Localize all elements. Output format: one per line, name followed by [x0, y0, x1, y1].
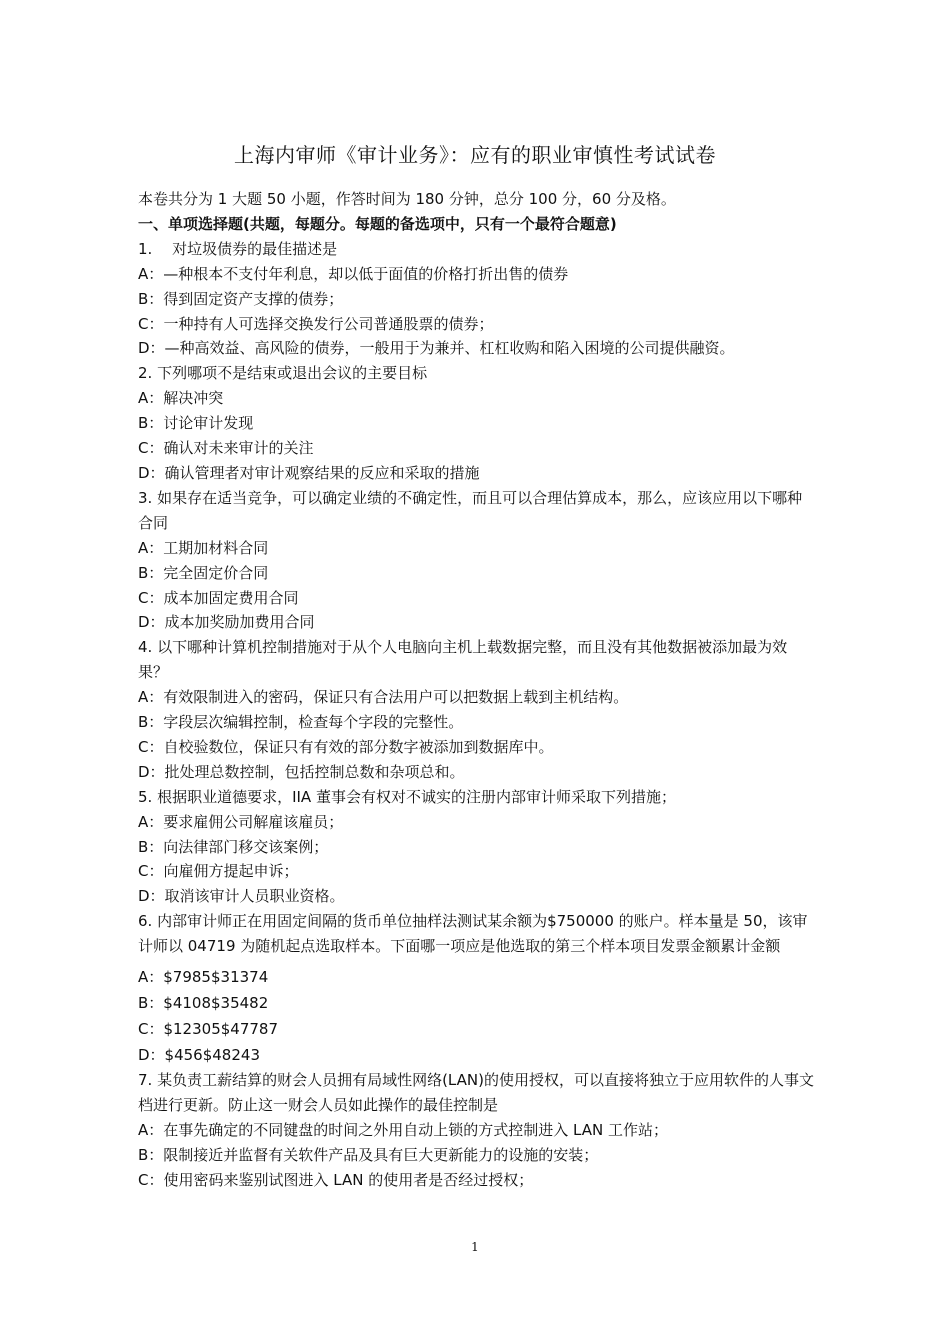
answer-option: D：—种高效益、高风险的债券，一般用于为兼并、杠杠收购和陷入困境的公司提供融资。 [138, 339, 735, 358]
document-title: 上海内审师《审计业务》：应有的职业审慎性考试试卷 [234, 143, 716, 167]
answer-option: B：讨论审计发现 [138, 414, 254, 433]
answer-option: B：向法律部门移交该案例； [138, 837, 329, 856]
answer-option: C：自校验数位，保证只有有效的部分数字被添加到数据库中。 [138, 737, 554, 756]
answer-option: D：确认管理者对审计观察结果的反应和采取的措施 [138, 463, 480, 482]
answer-option: A：工期加材料合同 [138, 538, 269, 557]
question-stem: 2. 下列哪项不是结束或退出会议的主要目标 [138, 364, 428, 383]
page-number: 1 [471, 1240, 479, 1254]
answer-option: B：得到固定资产支撑的债券； [138, 289, 344, 308]
answer-option: A：解决冲突 [138, 389, 224, 408]
answer-option: C：向雇佣方提起申诉； [138, 862, 299, 881]
answer-option: B：完全固定价合同 [138, 563, 269, 582]
answer-option: A：要求雇佣公司解雇该雇员； [138, 812, 344, 831]
answer-option: D：$456$48243 [138, 1046, 260, 1065]
answer-option: A：—种根本不支付年利息，却以低于面值的价格打折出售的债券 [138, 264, 569, 283]
answer-option: D：成本加奖励加费用合同 [138, 613, 315, 632]
question-stem: 4. 以下哪种计算机控制措施对于从个人电脑向主机上载数据完整，而且没有其他数据被添加最为效果？ [138, 638, 788, 682]
question-stem: 1. 对垃圾债券的最佳描述是 [138, 239, 338, 258]
question-stem: 5. 根据职业道德要求，IIA 董事会有权对不诚实的注册内部审计师采取下列措施； [138, 787, 676, 806]
answer-option: C：$12305$47787 [138, 1020, 278, 1039]
document-body [138, 187, 814, 1193]
section-heading: 一、单项选择题(共题，每题分。每题的备选项中，只有一个最符合题意) [138, 214, 617, 233]
answer-option: C：确认对未来审计的关注 [138, 439, 314, 458]
answer-option: A：有效限制进入的密码，保证只有合法用户可以把数据上载到主机结构。 [138, 688, 629, 707]
answer-option: D：取消该审计人员职业资格。 [138, 887, 345, 906]
answer-option: B：字段层次编辑控制，检查每个字段的完整性。 [138, 713, 464, 732]
answer-option: B：限制接近并监督有关软件产品及具有巨大更新能力的设施的安装； [138, 1145, 599, 1164]
exam-intro: 本卷共分为 1 大题 50 小题，作答时间为 180 分钟，总分 100 分，60 分及格。 [138, 190, 676, 208]
answer-option: C：使用密码来鉴别试图进入 LAN 的使用者是否经过授权； [138, 1170, 534, 1189]
answer-option: C：成本加固定费用合同 [138, 588, 299, 607]
question-stem: 6. 内部审计师正在用固定间隔的货币单位抽样法测试某余额为$750000 的账户。样本量是 50，该审计师以 04719 为随机起点选取样本。下面哪一项应是他选取的第三个样本项目发票金额累计金额 [138, 912, 808, 956]
answer-option: C：一种持有人可选择交换发行公司普通股票的债券； [138, 314, 494, 333]
answer-option: A：在事先确定的不同键盘的时间之外用自动上锁的方式控制进入 LAN 工作站； [138, 1120, 668, 1139]
answer-option: A：$7985$31374 [138, 968, 269, 987]
answer-option: D：批处理总数控制，包括控制总数和杂项总和。 [138, 762, 465, 781]
answer-option: B：$4108$35482 [138, 994, 269, 1013]
question-stem: 3. 如果存在适当竞争，可以确定业绩的不确定性，而且可以合理估算成本，那么，应该应用以下哪种合同 [138, 488, 803, 532]
question-stem: 7. 某负责工薪结算的财会人员拥有局域性网络(LAN)的使用授权，可以直接将独立于应用软件的人事文档进行更新。防止这一财会人员如此操作的最佳控制是 [138, 1071, 814, 1114]
